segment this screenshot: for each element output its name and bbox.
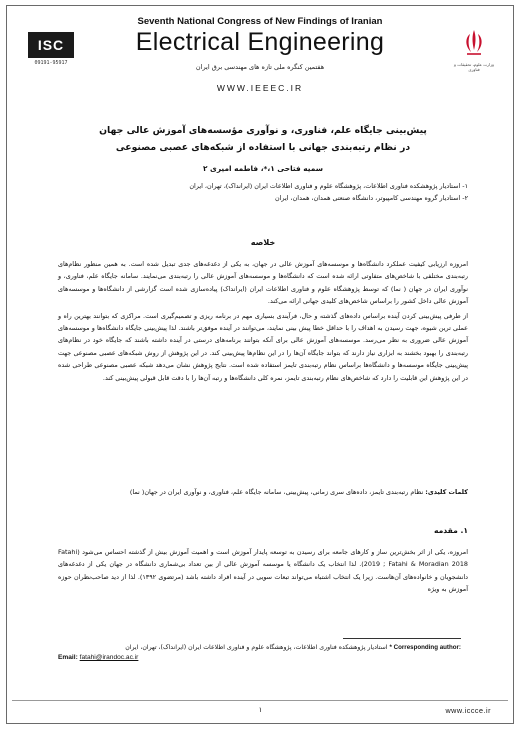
footer-website: www.iccce.ir	[445, 706, 491, 715]
keywords-text: نظام رتبه‌بندی تایمز، داده‌های سری زمانی، پیش‌بینی، سامانه جایگاه علم، فناوری، و نوآوری ایران در جهان( نما)	[129, 488, 424, 496]
isc-logo-phone: 09191-95917	[34, 60, 68, 66]
corresponding-author-note	[58, 642, 461, 653]
keywords	[58, 486, 468, 498]
footer-divider	[12, 700, 508, 701]
paper-title-line-2: در نظام رتبه‌بندی جهانی با استفاده از شبکه‌های عصبی مصنوعی	[115, 142, 411, 153]
affiliation-2: ۲- استادیار گروه مهندسی کامپیوتر، دانشگاه صنعتی همدان، همدان، ایران	[274, 194, 468, 202]
corresponding-author-label: * Corresponding author:	[389, 644, 461, 651]
keywords-label: کلمات کلیدی:	[425, 488, 468, 496]
iran-emblem-icon	[461, 28, 487, 58]
footnote-divider	[343, 638, 461, 639]
affiliation-1: ۱- استادیار پژوهشکده فناوری اطلاعات، پژوهشگاه علوم و فناوری اطلاعات ایران (ایرانداک)، تهران، ایران	[189, 182, 468, 190]
conference-title: Electrical Engineering	[135, 28, 385, 56]
congress-title-en: Seventh National Congress of New Findings of Iranian	[137, 16, 383, 27]
page-number: ۱	[258, 706, 263, 714]
introduction-text: امروزه، یکی از اثر بخش‌ترین ساز و کارهای جامعه برای رسیدن به توسعه پایدار آموزش است و اهمیت آموزش بیش از گذشته احساس می‌شود (Fatahi 2019 ; Fatahi & Moradian 2018). لذا انتخاب یک دانشگاه یا موسسه آموزش عالی از بین تعداد بی‌شماری دانشگاه در جهان یکی از دغدغه‌های دانشجویان و خانواده‌های آن‌هاست. زیرا یک انتخاب اشتباه می‌تواند تبعات سویی در آینده افراد داشته باشد (مرتضوی ۱۳۹۲). لذا از دید صاحب‌نظران حوزه آموزش به ویژه	[58, 548, 468, 594]
affiliations	[58, 180, 468, 204]
corresponding-author-affiliation: استادیار پژوهشکده فناوری اطلاعات، پژوهشگاه علوم و فناوری اطلاعات ایران (ایرانداک)، تهران، ایران	[125, 644, 388, 651]
isc-logo-text: ISC	[37, 37, 65, 53]
conference-website: WWW.IEEEC.IR	[216, 83, 304, 93]
abstract-heading: خلاصه	[250, 238, 276, 247]
paper-authors: سمیه فتاحی ۱،*، فاطمه امیری ۲	[202, 164, 324, 173]
ministry-caption: وزارت علوم، تحقیقات و فناوری	[454, 62, 494, 72]
email-link[interactable]: fatahi@irandoc.ac.ir	[79, 654, 139, 661]
conference-header	[6, 6, 514, 102]
abstract-body	[58, 258, 468, 386]
email-label: Email:	[58, 654, 78, 661]
introduction-heading: ۱. مقدمه	[433, 526, 468, 535]
corresponding-email-line	[58, 654, 138, 661]
congress-title-fa: هفتمین کنگره ملی تازه های مهندسی برق ایران	[195, 63, 325, 71]
ministry-emblem	[452, 28, 496, 72]
abstract-paragraph-2: از طرفی پیش‌بینی کردن آینده براساس داده‌های گذشته و حال، فرآیندی بسیاری مهم در برنامه ریزی و تصمیم‌گیری است. مراکزی که بتوانند بهترین راه و عملی ترین شیوه، جهت رسیدن به اهداف را با حداقل خطا پیش بینی نمایند، می‌توانند در آینده موفق‌تر باشند. لذا پیش‌بینی جایگاه دانشگاه‌ها و موسسه‌های آموزش عالی ضروری به نظر می‌رسد. موسسه‌های آموزش عالی برای آنکه بتوانند برنامه‌های درستی در آینده داشته باشند که جایگاه خود در نظام‌های رتبه‌بندی را بهبود بخشند به ابزاری نیاز دارند که بتواند جایگاه آن‌ها را در این نظام‌ها پیش‌بینی کند. در این پژوهش از روش شبکه‌های عصبی مصنوعی جهت پیش‌بینی جایگاه موسسه‌ها و دانشگاه‌ها براساس نظام رتبه‌بندی تایمز استفاده شده است. نتایج پژوهش نشان می‌دهد شبکه عصبی مصنوعی طراحی شده در این پژوهش این قابلیت را دارد که شاخص‌های نظام رتبه‌بندی تایمز، نمره کلی دانشگاه‌ها و رتبه آن‌ها را با دقت قابل قبولی پیش‌بینی کند.	[58, 311, 468, 382]
paper-title	[58, 122, 468, 156]
abstract-paragraph-1: امروزه ارزیابی کیفیت عملکرد دانشگاه‌ها و موسسه‌های آموزش عالی در جهان، به یکی از دغدغه‌های جدی تبدیل شده است. به همین منظور نظام‌های رتبه‌بندی مختلفی با شاخص‌های متفاوتی ارائه شده است که دانشگاه‌ها و موسسه‌های آموزش عالی را رتبه‌بندی می‌نمایند. سامانه جایگاه علم، فناوری، و نوآوری ایران در جهان ( نما) که توسط پژوهشگاه علوم و فناوری اطلاعات ایران (ایرانداک) پیاده‌سازی شده است گزارشی از دانشگاه‌ها و موسسه‌های آموزش عالی داخل کشور را براساس شاخص‌های کلیدی جهانی ارائه می‌کند.	[58, 260, 468, 306]
paper-title-line-1: پیش‌بینی جایگاه علم، فناوری، و نوآوری مؤسسه‌های آموزش عالی جهان	[99, 125, 427, 136]
